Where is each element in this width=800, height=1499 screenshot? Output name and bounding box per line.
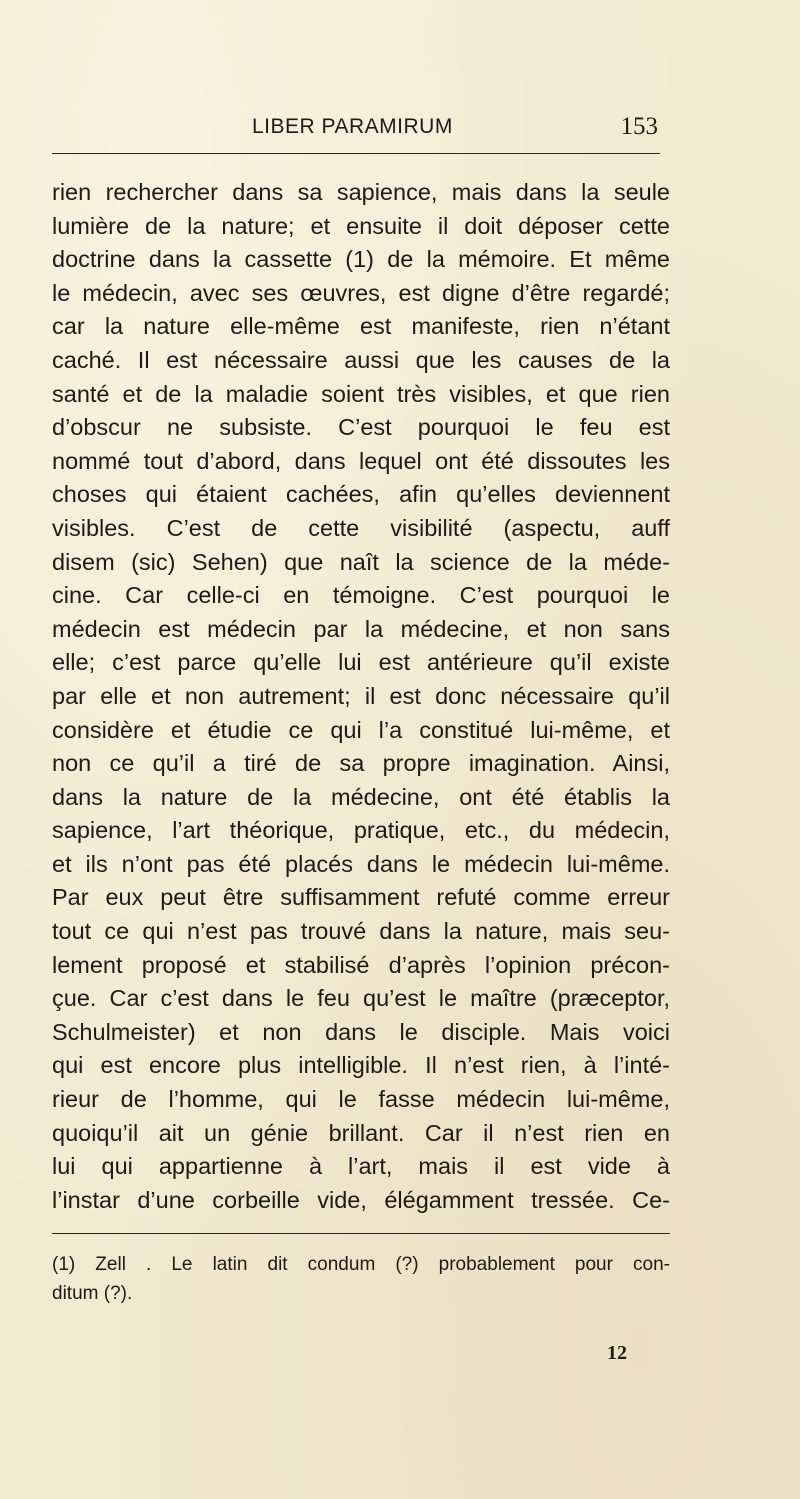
text-line: nommé tout d’abord, dans lequel ont été dissoutes les (52, 447, 670, 474)
text-line: par elle et non autrement; il est donc nécessaire qu’il (52, 682, 670, 709)
text-line: d’obscur ne subsiste. C’est pourquoi le feu est (52, 414, 670, 441)
text-line: elle; c’est parce qu’elle lui est antérieure qu’il existe (52, 649, 670, 676)
text-line: lumière de la nature; et ensuite il doit déposer cette (52, 212, 670, 239)
text-line: sapience, l’art théorique, pratique, etc., du médecin, (52, 817, 670, 844)
running-title: LIBER PARAMIRUM (252, 115, 453, 138)
text-line: santé et de la maladie soient très visibles, et que rien (52, 380, 670, 407)
text-line: le médecin, avec ses œuvres, est digne d’être regardé; (52, 279, 670, 306)
text-line: dans la nature de la médecine, ont été établis la (52, 783, 670, 810)
text-line: médecin est médecin par la médecine, et non sans (52, 615, 670, 642)
text-line: caché. Il est nécessaire aussi que les causes de la (52, 346, 670, 373)
text-line: et ils n’ont pas été placés dans le médecin lui-même. (52, 850, 670, 877)
signature-mark: 12 (607, 1342, 627, 1364)
text-line: Par eux peut être suffisamment refuté comme erreur (52, 884, 670, 911)
text-line: lui qui appartienne à l’art, mais il est vide à (52, 1153, 670, 1180)
text-line: lement proposé et stabilisé d’après l’opinion précon- (52, 951, 670, 978)
text-line: car la nature elle-même est manifeste, rien n’étant (52, 313, 670, 340)
text-line: choses qui étaient cachées, afin qu’elles deviennent (52, 481, 670, 508)
text-line: quoiqu’il ait un génie brillant. Car il n’est rien en (52, 1119, 670, 1146)
text-line: l’instar d’une corbeille vide, élégamment tressée. Ce- (52, 1186, 670, 1213)
text-line: çue. Car c’est dans le feu qu’est le maître (præceptor, (52, 985, 670, 1012)
header-rule (52, 153, 660, 154)
text-line: rieur de l’homme, qui le fasse médecin lui-même, (52, 1086, 670, 1113)
text-line: doctrine dans la cassette (1) de la mémoire. Et même (52, 246, 670, 273)
text-line: Schulmeister) et non dans le disciple. Mais voici (52, 1018, 670, 1045)
text-line: tout ce qui n’est pas trouvé dans la nature, mais seu- (52, 918, 670, 945)
text-line: rien rechercher dans sa sapience, mais dans la seule (52, 179, 670, 205)
text-line: cine. Car celle-ci en témoigne. C’est pourquoi le (52, 582, 670, 609)
footnote-rule (52, 1233, 670, 1234)
running-head (52, 112, 658, 146)
footnote-line: ditum (?). (52, 1283, 133, 1304)
footnote (52, 1250, 670, 1308)
page-number: 153 (620, 113, 658, 140)
text-line: non ce qu’il a tiré de sa propre imagination. Ainsi, (52, 750, 670, 777)
text-line: disem (sic) Sehen) que naît la science de la méde- (52, 548, 670, 575)
text-line: qui est encore plus intelligible. Il n’est rien, à l’inté- (52, 1052, 670, 1079)
text-line: visibles. C’est de cette visibilité (aspectu, auff (52, 514, 670, 541)
body-text (52, 176, 670, 1217)
text-line: considère et étudie ce qui l’a constitué lui-même, et (52, 716, 670, 743)
footnote-line: (1) Zell . Le latin dit condum (?) probablement pour con- (52, 1254, 670, 1275)
